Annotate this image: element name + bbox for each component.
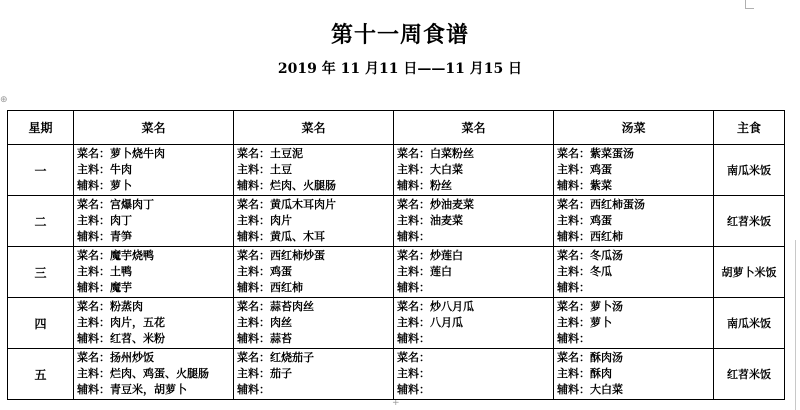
header-dish: 菜名 (394, 111, 554, 145)
dish-cell (74, 349, 234, 400)
staple-cell: 胡萝卜米饭 (714, 247, 785, 298)
main-ingredient-line: 主料：八月瓜 (397, 316, 463, 329)
soup-cell (554, 298, 714, 349)
main-ingredient-line: 主料：鸡蛋 (557, 214, 612, 227)
side-ingredient-line: 辅料：红苕、米粉 (77, 332, 165, 345)
dish-name-line: 菜名：西红柿蛋汤 (557, 198, 645, 211)
main-ingredient-line: 主料：莲白 (397, 265, 452, 278)
dish-name-line: 菜名：蒜苔肉丝 (237, 300, 314, 313)
side-ingredient-line: 辅料：粉丝 (397, 179, 452, 192)
dish-name-line: 菜名：紫菜蛋汤 (557, 147, 634, 160)
side-ingredient-line: 辅料：青笋 (77, 230, 132, 243)
dish-name-line: 菜名：白菜粉丝 (397, 147, 474, 160)
table-row (8, 196, 785, 247)
page-title: 第十一周食谱 (330, 22, 469, 48)
staple-cell: 红苕米饭 (714, 196, 785, 247)
header-weekday: 星期 (8, 111, 74, 145)
dish-name-line: 菜名：酥肉汤 (557, 351, 623, 364)
table-row (8, 298, 785, 349)
header-dish: 菜名 (74, 111, 234, 145)
dish-cell (74, 247, 234, 298)
weekday-cell: 二 (8, 196, 74, 247)
side-ingredient-line: 辅料：青豆米，胡萝卜 (77, 383, 187, 396)
staple-cell: 南瓜米饭 (714, 298, 785, 349)
side-ingredient-line: 辅料：紫菜 (557, 179, 612, 192)
dish-name-line: 菜名： (397, 351, 430, 364)
dish-name-line: 菜名：土豆泥 (237, 147, 303, 160)
main-ingredient-line: 主料：大白菜 (397, 163, 463, 176)
margin-corner-mark (745, 0, 754, 9)
dish-name-line: 菜名：红烧茄子 (237, 351, 314, 364)
weekday-cell: 五 (8, 349, 74, 400)
side-ingredient-line: 辅料： (397, 230, 430, 243)
dish-cell (394, 196, 554, 247)
header-soup: 汤菜 (554, 111, 714, 145)
main-ingredient-line: 主料：鸡蛋 (237, 265, 292, 278)
dish-name-line: 菜名：扬州炒饭 (77, 351, 154, 364)
menu-table (7, 110, 785, 400)
side-ingredient-line: 辅料：萝卜 (77, 179, 132, 192)
dish-name-line: 菜名：魔芋烧鸭 (77, 249, 154, 262)
main-ingredient-line: 主料：萝卜 (557, 316, 612, 329)
dish-name-line: 菜名：炒油麦菜 (397, 198, 474, 211)
main-ingredient-line: 主料：肉丝 (237, 316, 292, 329)
main-ingredient-line: 主料：土鸭 (77, 265, 132, 278)
dish-name-line: 菜名：冬瓜汤 (557, 249, 623, 262)
side-ingredient-line: 辅料： (397, 383, 430, 396)
side-ingredient-line: 辅料：西红柿 (557, 230, 623, 243)
dish-cell (234, 196, 394, 247)
side-ingredient-line: 辅料： (557, 281, 590, 294)
dish-cell (74, 196, 234, 247)
table-move-handle-icon[interactable]: ⊕ (0, 95, 8, 105)
weekday-cell: 四 (8, 298, 74, 349)
main-ingredient-line: 主料：牛肉 (77, 163, 132, 176)
page-edge-line (795, 240, 796, 410)
table-header-row (8, 111, 785, 145)
dish-name-line: 菜名：萝卜烧牛肉 (77, 147, 165, 160)
side-ingredient-line: 辅料：烂肉、火腿肠 (237, 179, 336, 192)
dish-cell (394, 298, 554, 349)
header-staple: 主食 (714, 111, 785, 145)
staple-cell: 南瓜米饭 (714, 145, 785, 196)
dish-name-line: 菜名：萝卜汤 (557, 300, 623, 313)
side-ingredient-line: 辅料：大白菜 (557, 383, 623, 396)
weekday-cell: 三 (8, 247, 74, 298)
dish-cell (394, 145, 554, 196)
header-dish: 菜名 (234, 111, 394, 145)
side-ingredient-line: 辅料：黄瓜、木耳 (237, 230, 325, 243)
side-ingredient-line: 辅料：蒜苔 (237, 332, 292, 345)
side-ingredient-line: 辅料： (237, 383, 270, 396)
side-ingredient-line: 辅料：西红柿 (237, 281, 303, 294)
staple-cell: 红苕米饭 (714, 349, 785, 400)
main-ingredient-line: 主料：油麦菜 (397, 214, 463, 227)
dish-cell (74, 145, 234, 196)
table-resize-handle-icon[interactable]: + (392, 398, 400, 408)
dish-name-line: 菜名：宫爆肉丁 (77, 198, 154, 211)
main-ingredient-line: 主料：肉片 (237, 214, 292, 227)
side-ingredient-line: 辅料： (557, 332, 590, 345)
table-row (8, 145, 785, 196)
main-ingredient-line: 主料：酥肉 (557, 367, 612, 380)
dish-cell (394, 247, 554, 298)
dish-name-line: 菜名：粉蒸肉 (77, 300, 143, 313)
dish-cell (394, 349, 554, 400)
soup-cell (554, 247, 714, 298)
dish-cell (234, 349, 394, 400)
main-ingredient-line: 主料：肉丁 (77, 214, 132, 227)
dish-cell (234, 145, 394, 196)
soup-cell (554, 145, 714, 196)
dish-cell (234, 247, 394, 298)
side-ingredient-line: 辅料： (397, 281, 430, 294)
soup-cell (554, 349, 714, 400)
dish-name-line: 菜名：炒八月瓜 (397, 300, 474, 313)
soup-cell (554, 196, 714, 247)
date-range: 2019 年 11 月11 日——11 月15 日 (277, 61, 523, 77)
main-ingredient-line: 主料：烂肉、鸡蛋、火腿肠 (77, 367, 209, 380)
dish-name-line: 菜名：炒莲白 (397, 249, 463, 262)
weekday-cell: 一 (8, 145, 74, 196)
dish-cell (74, 298, 234, 349)
dish-cell (234, 298, 394, 349)
main-ingredient-line: 主料：鸡蛋 (557, 163, 612, 176)
main-ingredient-line: 主料：冬瓜 (557, 265, 612, 278)
table-row (8, 349, 785, 400)
dish-name-line: 菜名：西红柿炒蛋 (237, 249, 325, 262)
main-ingredient-line: 主料：肉片，五花 (77, 316, 165, 329)
side-ingredient-line: 辅料： (397, 332, 430, 345)
main-ingredient-line: 主料：土豆 (237, 163, 292, 176)
main-ingredient-line: 主料： (397, 367, 430, 380)
side-ingredient-line: 辅料：魔芋 (77, 281, 132, 294)
dish-name-line: 菜名：黄瓜木耳肉片 (237, 198, 336, 211)
table-row (8, 247, 785, 298)
main-ingredient-line: 主料：茄子 (237, 367, 292, 380)
